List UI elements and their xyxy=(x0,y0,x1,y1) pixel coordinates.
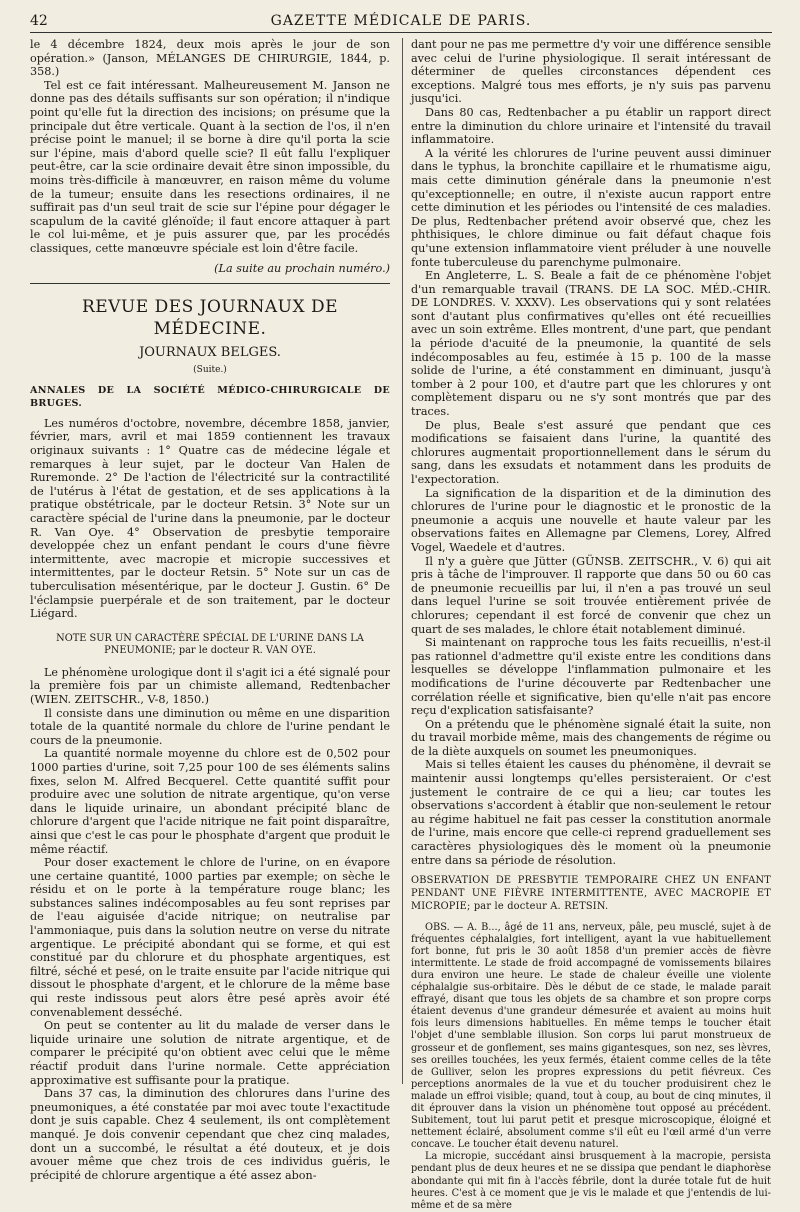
paragraph-consiste: Il consiste dans une diminution ou même en une disparition totale de la quantité normale du chlore de l'urine pendant le cours de la pneumonie. xyxy=(30,706,390,747)
paragraph-numeros: Les numéros d'octobre, novembre, décembre 1858, janvier, février, mars, avril et mai 1859 contiennent les travaux originaux suivants : 1° Quatre cas de médecine légale et remarques à leur sujet, par le docteur Van Halen de Ruremonde. 2° De l'action de l'électricité sur la contractilité de l'utérus à l'état de gestation, et de ses applications à la pratique obstétricale, par le docteur Retsin. 3° Note sur un caractère spécial de l'urine dans la pneumonie, par le docteur R. Van Oye. 4° Observation de presbytie temporaire developpée chez un enfant pendant le cours d'une fièvre intermittente, avec macropie et micropie successives et intermittentes, par le docteur Retsin. 5° Note sur un cas de tuberculisation mésentérique, par le docteur J. Gustin. 6° De l'éclampsie puerpérale et de son traitement, par le docteur Liégard. xyxy=(30,416,390,621)
paragraph-observation: OBS. — A. B..., âgé de 11 ans, nerveux, pâle, peu musclé, sujet à de fréquentes céphalalgies, fort intelligent, ayant la vue habituellement fort bonne, fut pris le 30 août 1858 d'un premier accès de fièvre intermittente. Le stade de froid accompagné de vomissements bilaires dura environ une heure. Le stade de chaleur éveille une violente céphalalgie sus-orbitaire. Dès le début de ce stade, le malade parait effrayé, disant que tous les objets de sa chambre et son propre corps étaient devenus d'une grandeur démesurée et avaient au moins huit fois leurs dimensions habituelles. En même temps le toucher était l'objet d'une semblable illusion. Son corps lui parut monstrueux de grosseur et de gonflement, ses mains gigantesques, son nez, ses lèvres, ses oreilles touchées, les yeux fermés, étaient comme celles de la tête de Gulliver, selon les propres expressions du petit fiévreux. Ces perceptions anormales de la vue et du toucher produisirent chez le malade un effroi visible; quand, tout à coup, au bout de cinq minutes, il dit éprouver dans la vision un phénomène tout opposé au précédent. Subitement, tout lui parut petit et presque microscopique, éloigné et nettement éclairé, absolument comme s'il eût eu l'œil armé d'un verre concave. Le toucher était devenu naturel. xyxy=(411,921,771,1151)
right-column xyxy=(411,38,771,1211)
journaux-title: JOURNAUX BELGES. xyxy=(139,345,281,361)
paragraph-rapproche: Si maintenant on rapproche tous les faits recueillis, n'est-il pas rationnel d'admettre qu'il existe entre les conditions dans lesquelles se développe l'inflammation pulmonaire et les modifications de l'urine découverte par Redtenbacher une corrélation réelle et significative, bien qu'elle n'ait pas encore reçu d'explication satisfaisante? xyxy=(411,636,771,718)
left-column xyxy=(30,38,390,1182)
continuation-note: (La suite au prochain numéro.) xyxy=(214,261,390,275)
paragraph-beale: De plus, Beale s'est assuré que pendant que ces modifications se faisaient dans l'urine, la quantité des chlorures augmentait proportionnellement dans le sérum du sang, dans les exsudats et notamment dans les produits de l'expectoration. xyxy=(411,418,771,486)
paragraph-signification: La signification de la disparition et de la diminution des chlorures de l'urine pour le diagnostic et le pronostic de la pneumonie a acquis une nouvelle et haute valeur par les observations faites en Allemagne par Clemens, Lorey, Alfred Vogel, Waedele et d'autres. xyxy=(411,486,771,554)
section-divider xyxy=(30,283,390,284)
annales-heading: ANNALES DE LA SOCIÉTÉ MÉDICO-CHIRURGICALE DE BRUGES. xyxy=(30,384,390,410)
paragraph-verite: A la vérité les chlorures de l'urine peuvent aussi diminuer dans le typhus, la bronchite capillaire et le rhumatisme aigu, mais cette diminution générale dans la pneumonie n'est qu'exceptionnelle; en outre, il n'existe aucun rapport entre cette diminution et les périodes ou l'intensité de ces maladies. De plus, Redtenbacher prétend avoir observé que, chez les phthisiques, le chlore diminue ou fait défaut chaque fois qu'une extension inflammatoire vient préluder à une nouvelle fonte tuberculeuse du parenchyme pulmonaire. xyxy=(411,146,771,269)
paragraph-intro: le 4 décembre 1824, deux mois après le jour de son opération.» (Janson, MÉLANGES DE CHIRURGIE, 1844, p. 358.) xyxy=(30,38,390,79)
running-title: GAZETTE MÉDICALE DE PARIS. xyxy=(270,13,532,29)
paragraph-jutter: Il n'y a guère que Jütter (GÜNSB. ZEITSCHR., V. 6) qui ait pris à tâche de l'improuver. Il rapporte que dans 50 ou 60 cas de pneumonie recueillis par lui, il n'en a pas trouvé un seul dans lequel l'urine se soit trouvée entièrement privée de chlorures; cependant il est forcé de convenir que chez un quart de ses malades, le chlore était notablement diminué. xyxy=(411,554,771,636)
paragraph-quantite: La quantité normale moyenne du chlore est de 0,502 pour 1000 parties d'urine, soit 7,25 pour 100 de ses éléments salins fixes, selon M. Alfred Becquerel. Cette quantité suffit pour produire avec une solution de nitrate argentique, qu'on verse dans le liquide urinaire, un abondant précipité blanc de chlorure d'argent que l'acide nitrique ne fait point disparaître, ainsi que c'est le cas pour le phosphate d'argent que produit le même réactif. xyxy=(30,747,390,856)
paragraph-phenomene: Le phénomène urologique dont il s'agit ici a été signalé pour la première fois par un chimiste allemand, Redtenbacher (WIEN. ZEITSCHR., V-8, 1850.) xyxy=(30,665,390,706)
note-heading: NOTE SUR UN CARACTÈRE SPÉCIAL DE L'URINE DANS LA PNEUMONIE; par le docteur R. VAN OYE. xyxy=(56,632,364,657)
revue-title: REVUE DES JOURNAUX DE MÉDECINE. xyxy=(81,297,339,340)
paragraph-doser: Pour doser exactement le chlore de l'urine, on en évapore une certaine quantité, 1000 parties par exemple; on sèche le résidu et on le porte à la température rouge blanc; les substances salines indécomposables au feu sont reprises par de l'eau aiguisée d'acide nitrique; on neutralise par l'ammoniaque, puis dans la solution neutre on verse du nitrate argentique. Le précipité abondant qui se forme, et qui est constitué par du chlorure et du phosphate argentiques, est filtré, séché et pesé, on le traite ensuite par l'acide nitrique qui dissout le phosphate d'argent, et le chlorure de la même base qui reste indissous peut alors être pesé après avoir été convenablement desséché. xyxy=(30,856,390,1019)
paragraph-dant: dant pour ne pas me permettre d'y voir une différence sensible avec celui de l'urine physiologique. Il serait intéressant de déterminer de quelles circonstances dépendent ces exceptions. Malgré tous mes efforts, je n'y suis pas parvenu jusqu'ici. xyxy=(411,38,771,106)
paragraph-pretendu: On a prétendu que le phénomène signalé était la suite, non du travail morbide même, mais des changements de régime ou de la diète auxquels on soumet les pneumoniques. xyxy=(411,717,771,758)
paragraph-janson: Tel est ce fait intéressant. Malheureusement M. Janson ne donne pas des détails suffisants sur son opération; il n'indique point qu'elle fut la direction des incisions; on présume que la principale dut être verticale. Quant à la section de l'os, il n'en précise point le manuel; il se borne à dire qu'il porta la scie sur l'épine, mais d'abord quelle scie? Il eût fallu l'expliquer peut-être, car la scie ordinaire devait être sinon impossible, du moins très-difficile à manœuvrer, en raison même du volume de la tumeur; ensuite dans les resections ordinaires, il ne suffirait pas d'un seul trait de scie sur l'épine pour dégager le scapulum de la cavité glénoïde; il faut encore attaquer à part le col lui-même, et je puis assurer que, par les procédés classiques, cette manœuvre spéciale est loin d'être facile. xyxy=(30,78,390,255)
page-header xyxy=(30,10,772,33)
observation-heading: OBSERVATION DE PRESBYTIE TEMPORAIRE CHEZ UN ENFANT PENDANT UNE FIÈVRE INTERMITTENTE, AVEC MACROPIE ET MICROPIE; par le docteur A. RETSIN. xyxy=(411,875,771,912)
page-number: 42 xyxy=(30,13,48,29)
paragraph-80cas: Dans 80 cas, Redtenbacher a pu établir un rapport direct entre la diminution du chlore urinaire et l'intensité du travail inflammatoire. xyxy=(411,105,771,147)
paragraph-causes: Mais si telles étaient les causes du phénomène, il devrait se maintenir aussi longtemps qu'elles persisteraient. Or c'est justement le contraire de ce qui a lieu; car toutes les observations s'accordent à établir que non-seulement le retour au régime habituel ne fait pas cesser la constitution anormale de l'urine, mais encore que celle-ci reprend graduellement ses caractères physiologiques dès le moment où la pneumonie entre dans sa période de résolution. xyxy=(411,758,771,867)
paragraph-angleterre: En Angleterre, L. S. Beale a fait de ce phénomène l'objet d'un remarquable travail (TRANS. DE LA SOC. MÉD.-CHIR. DE LONDRES. V. XXXV). Les observations qui y sont relatées sont d'autant plus confirmatives qu'elles ont été recueillies avec un soin extrême. Elles montrent, d'une part, que pendant la période d'acuité de la pneumonie, la quantité de sels indécomposables au feu, estimée à 15 p. 100 de la masse solide de l'urine, a été constamment en diminuant, jusqu'à tomber à 2 pour 100, et d'autre part que les chlorures y ont complètement disparu ou ne s'y sont montrés que par des traces. xyxy=(411,269,771,419)
suite-label: (Suite.) xyxy=(193,365,227,376)
paragraph-37cas: Dans 37 cas, la diminution des chlorures dans l'urine des pneumoniques, a été constatée par moi avec toute l'exactitude dont je suis capable. Chez 4 seulement, ils ont complètement manqué. Je dois convenir cependant que chez cinq malades, dont un a succombé, le résultat a été douteux, et je dois avouer même que chez trois de ces individus guéris, le précipité de chlorure argentique a été assez abon- xyxy=(30,1087,390,1182)
paragraph-contenter: On peut se contenter au lit du malade de verser dans le liquide urinaire une solution de nitrate argentique, et de comparer le précipité qu'on obtient avec celui que le même réactif produit dans l'urine normale. Cette appréciation approximative est suffisante pour la pratique. xyxy=(30,1019,390,1087)
column-divider xyxy=(402,38,403,1084)
paragraph-micropie: La micropie, succédant ainsi brusquement à la macropie, persista pendant plus de deux heures et ne se dissipa que pendant le diaphorèse abondante qui mit fin à l'accès fébrile, dont la durée totale fut de huit heures. C'est à ce moment que je vis le malade et que j'entendis de lui-même et de sa mère xyxy=(411,1151,771,1211)
